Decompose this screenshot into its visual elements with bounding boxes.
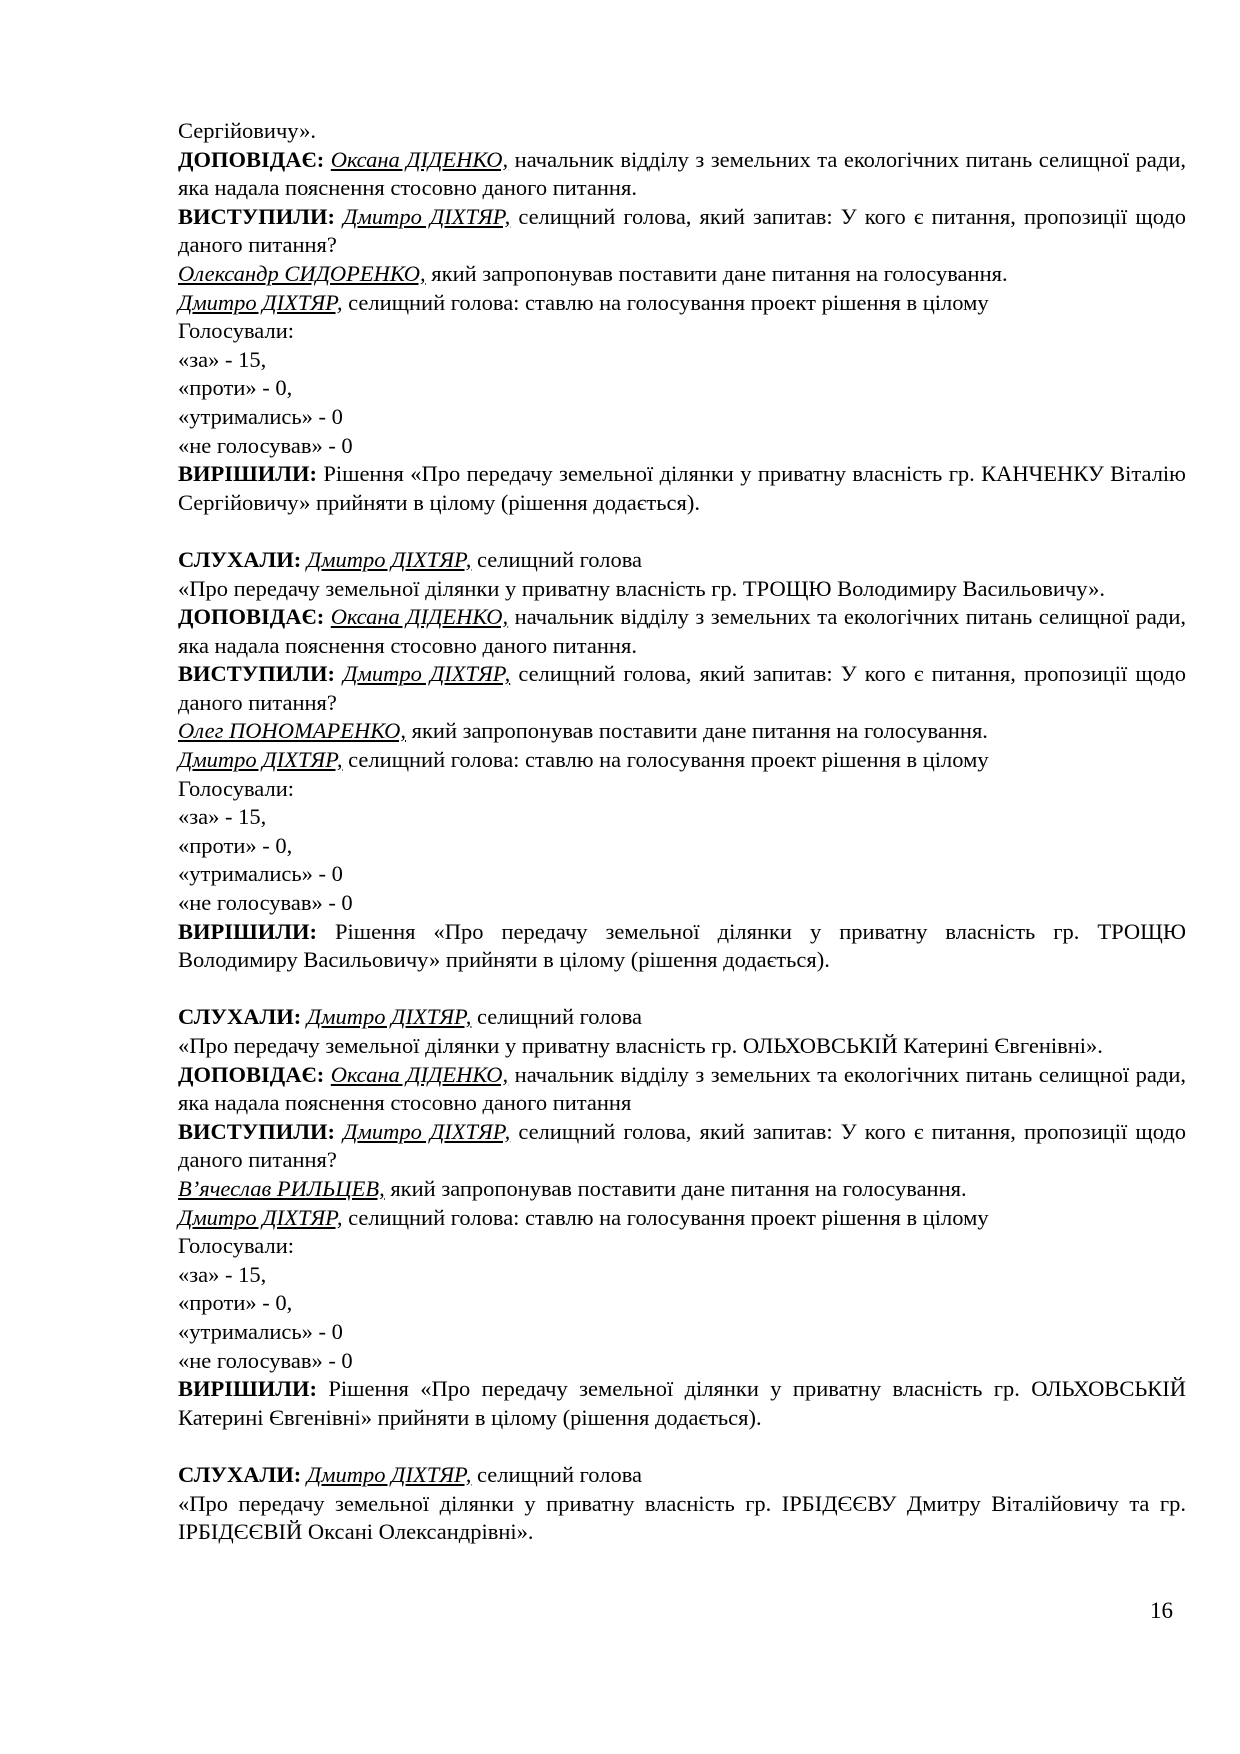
speaker-name: Дмитро ДІХТЯР,	[343, 1118, 511, 1144]
speaker-name: Оксана ДІДЕНКО,	[330, 1061, 509, 1087]
section-3-title: «Про передачу земельної ділянки у приватну власність гр. ІРБІДЄЄВУ Дмитру Віталійовичу та гр. ІРБІДЄЄВІЙ Оксані Олександрівні».	[178, 1490, 1186, 1545]
speaker-name: Олександр СИДОРЕНКО,	[178, 260, 426, 286]
put-to-vote-text: селищний голова: ставлю на голосування проект рішення в цілому	[342, 289, 989, 315]
section-0-title-cont: Сергійовичу».	[178, 118, 316, 143]
vote-not-voted: «не голосував» - 0	[178, 1347, 353, 1373]
decision-text: Рішення «Про передачу земельної ділянки у приватну власність гр. ОЛЬХОВСЬКІЙ Катерині Євгенівні» прийняти в цілому (рішення додається).	[178, 1376, 1186, 1430]
vote-abstain: «утримались» - 0	[178, 1318, 343, 1344]
section-2-heard	[178, 1003, 1186, 1032]
proposal-text: який запропонував поставити дане питання на голосування.	[425, 260, 1008, 286]
speaker-name: Дмитро ДІХТЯР,	[343, 661, 511, 687]
vote-for: «за» - 15,	[178, 346, 267, 372]
page-number: 16	[1150, 1598, 1173, 1623]
vote-abstain: «утримались» - 0	[178, 403, 343, 429]
speaker-role: начальник відділу з земельних та екологічних питань селищної ради, яка надала пояснення стосовно даного питання.	[178, 146, 1186, 201]
vote-not-voted: «не голосував» - 0	[178, 432, 353, 458]
section-gap	[178, 975, 1186, 1004]
vote-against: «проти» - 0,	[178, 375, 293, 401]
section-2-put-to-vote	[178, 1204, 1186, 1233]
section-2-report	[178, 1061, 1186, 1118]
section-0-decision	[178, 460, 1186, 517]
speaker-name: Олег ПОНОМАРЕНКО,	[178, 718, 406, 744]
section-1-decision	[178, 918, 1186, 975]
speaker-name: Дмитро ДІХТЯР,	[178, 289, 343, 315]
section-gap	[178, 517, 1186, 546]
section-1-heard	[178, 546, 1186, 575]
speaker-role: селищний голова	[471, 546, 643, 572]
heard-label: СЛУХАЛИ:	[178, 1004, 302, 1030]
section-gap	[178, 1432, 1186, 1461]
speaker-name: Дмитро ДІХТЯР,	[343, 203, 511, 229]
question-text: селищний голова, який запитав: У кого є питання, пропозиції щодо даного питання?	[178, 203, 1187, 258]
voted-label: Голосували:	[178, 775, 294, 801]
section-0-put-to-vote	[178, 289, 1186, 318]
decision-text: Рішення «Про передачу земельної ділянки у приватну власність гр. КАНЧЕНКУ Віталію Сергійовичу» прийняти в цілому (рішення додається).	[178, 461, 1186, 515]
vote-for: «за» - 15,	[178, 1261, 267, 1287]
speeches-label: ВИСТУПИЛИ:	[178, 1118, 336, 1144]
speeches-label: ВИСТУПИЛИ:	[178, 203, 336, 229]
vote-abstain: «утримались» - 0	[178, 861, 343, 887]
speaker-name: Дмитро ДІХТЯР,	[178, 747, 343, 773]
section-3-heard	[178, 1461, 1186, 1490]
section-2-proposal	[178, 1175, 1186, 1204]
speaker-name: Оксана ДІДЕНКО,	[330, 604, 509, 630]
voted-label: Голосували:	[178, 318, 294, 344]
decision-label: ВИРІШИЛИ:	[178, 918, 317, 944]
vote-not-voted: «не голосував» - 0	[178, 890, 353, 916]
question-text: селищний голова, який запитав: У кого є питання, пропозиції щодо даного питання?	[178, 1118, 1187, 1173]
section-0-speeches	[178, 203, 1186, 260]
question-text: селищний голова, який запитав: У кого є питання, пропозиції щодо даного питання?	[178, 661, 1187, 715]
put-to-vote-text: селищний голова: ставлю на голосування проект рішення в цілому	[342, 747, 989, 773]
speaker-name: В’ячеслав РИЛЬЦЕВ,	[178, 1175, 385, 1201]
speaker-role: начальник відділу з земельних та екологічних питань селищної ради, яка надала пояснення стосовно даного питання	[178, 1061, 1186, 1116]
speaker-name: Оксана ДІДЕНКО,	[330, 146, 509, 172]
decision-text: Рішення «Про передачу земельної ділянки у приватну власність гр. ТРОЩЮ Володимиру Васильовичу» прийняти в цілому (рішення додається).	[178, 918, 1186, 973]
speaker-role: селищний голова	[471, 1461, 643, 1487]
section-0-report	[178, 146, 1186, 203]
speaker-role: начальник відділу з земельних та екологічних питань селищної ради, яка надала пояснення стосовно даного питання.	[178, 604, 1186, 658]
vote-against: «проти» - 0,	[178, 832, 293, 858]
speaker-name: Дмитро ДІХТЯР,	[178, 1204, 343, 1230]
put-to-vote-text: селищний голова: ставлю на голосування проект рішення в цілому	[342, 1204, 989, 1230]
section-2-decision	[178, 1375, 1186, 1432]
speaker-name: Дмитро ДІХТЯР,	[306, 1004, 472, 1030]
report-label: ДОПОВІДАЄ:	[178, 604, 325, 630]
decision-label: ВИРІШИЛИ:	[178, 1376, 317, 1402]
section-1-speeches	[178, 660, 1186, 717]
proposal-text: який запропонував поставити дане питання на голосування.	[384, 1175, 967, 1201]
speaker-name: Дмитро ДІХТЯР,	[306, 1461, 472, 1487]
section-0-proposal	[178, 260, 1186, 289]
vote-against: «проти» - 0,	[178, 1290, 293, 1316]
decision-label: ВИРІШИЛИ:	[178, 461, 317, 487]
section-1-proposal	[178, 717, 1186, 746]
document-body	[178, 117, 1186, 1547]
heard-label: СЛУХАЛИ:	[178, 546, 302, 572]
section-2-title: «Про передачу земельної ділянки у приватну власність гр. ОЛЬХОВСЬКІЙ Катерині Євгенівні».	[178, 1033, 1103, 1058]
report-label: ДОПОВІДАЄ:	[178, 1061, 325, 1087]
heard-label: СЛУХАЛИ:	[178, 1461, 302, 1487]
section-2-speeches	[178, 1118, 1186, 1175]
voted-label: Голосували:	[178, 1233, 294, 1259]
speaker-role: селищний голова	[471, 1004, 643, 1030]
section-1-put-to-vote	[178, 746, 1186, 775]
report-label: ДОПОВІДАЄ:	[178, 146, 325, 172]
speeches-label: ВИСТУПИЛИ:	[178, 661, 336, 687]
section-1-title: «Про передачу земельної ділянки у приватну власність гр. ТРОЩЮ Володимиру Васильовичу».	[178, 575, 1105, 601]
proposal-text: який запропонував поставити дане питання на голосування.	[406, 718, 988, 744]
speaker-name: Дмитро ДІХТЯР,	[306, 546, 472, 572]
vote-for: «за» - 15,	[178, 804, 267, 830]
section-1-report	[178, 603, 1186, 660]
